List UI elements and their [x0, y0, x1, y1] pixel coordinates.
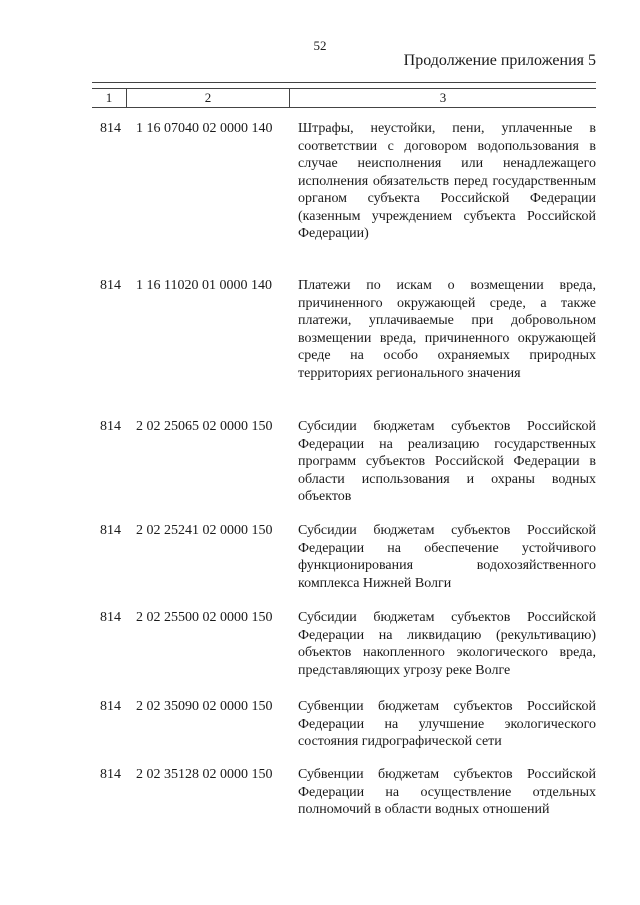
- revenue-description: Субсидии бюджетам субъектов Российской Федерации на реализацию государственных программ субъектов Российской Федерации в области использования и охраны водных объектов: [298, 419, 596, 504]
- admin-code: 814: [100, 699, 121, 714]
- revenue-description: Субсидии бюджетам субъектов Российской Федерации на обеспечение устойчивого функционирования водохозяйственного комплекса Нижней Волги: [298, 523, 596, 591]
- budget-code: 2 02 35128 02 0000 150: [136, 767, 273, 782]
- page-number: 52: [313, 38, 327, 53]
- table-header: [92, 88, 596, 108]
- header-col-2: 2: [127, 89, 290, 107]
- admin-code: 814: [100, 767, 121, 782]
- admin-code: 814: [100, 610, 121, 625]
- budget-code: 2 02 25065 02 0000 150: [136, 419, 273, 434]
- admin-code: 814: [100, 419, 121, 434]
- revenue-description: Субсидии бюджетам субъектов Российской Федерации на ликвидацию (рекультивацию) объектов накопленного экологического вреда, представляющих угрозу реке Волге: [298, 610, 596, 678]
- budget-code: 1 16 07040 02 0000 140: [136, 121, 273, 136]
- revenue-description: Субвенции бюджетам субъектов Российской Федерации на осуществление отдельных полномочий в области водных отношений: [298, 767, 596, 817]
- budget-code: 1 16 11020 01 0000 140: [136, 278, 272, 293]
- admin-code: 814: [100, 278, 121, 293]
- budget-code: 2 02 35090 02 0000 150: [136, 699, 273, 714]
- appendix-title: Продолжение приложения 5: [403, 52, 596, 69]
- revenue-description: Штрафы, неустойки, пени, уплаченные в соответствии с договором водопользования в случае неисполнения или ненадлежащего исполнения обязательств перед государственным органом субъекта Российской Федерации (казенным учреждением субъекта Российской Федерации): [298, 121, 596, 241]
- budget-code: 2 02 25500 02 0000 150: [136, 610, 273, 625]
- revenue-description: Субвенции бюджетам субъектов Российской Федерации на улучшение экологического состояния гидрографической сети: [298, 699, 596, 749]
- header-col-1: 1: [92, 89, 127, 107]
- header-col-3: 3: [439, 90, 447, 105]
- budget-code: 2 02 25241 02 0000 150: [136, 523, 273, 538]
- admin-code: 814: [100, 121, 121, 136]
- revenue-description: Платежи по искам о возмещении вреда, причиненного окружающей среде, а также платежи, уплачиваемые при добровольном возмещении вреда, причиненного окружающей среде на особо охраняемых природных территориях регионального значения: [298, 278, 596, 381]
- top-rule: [92, 82, 596, 83]
- admin-code: 814: [100, 523, 121, 538]
